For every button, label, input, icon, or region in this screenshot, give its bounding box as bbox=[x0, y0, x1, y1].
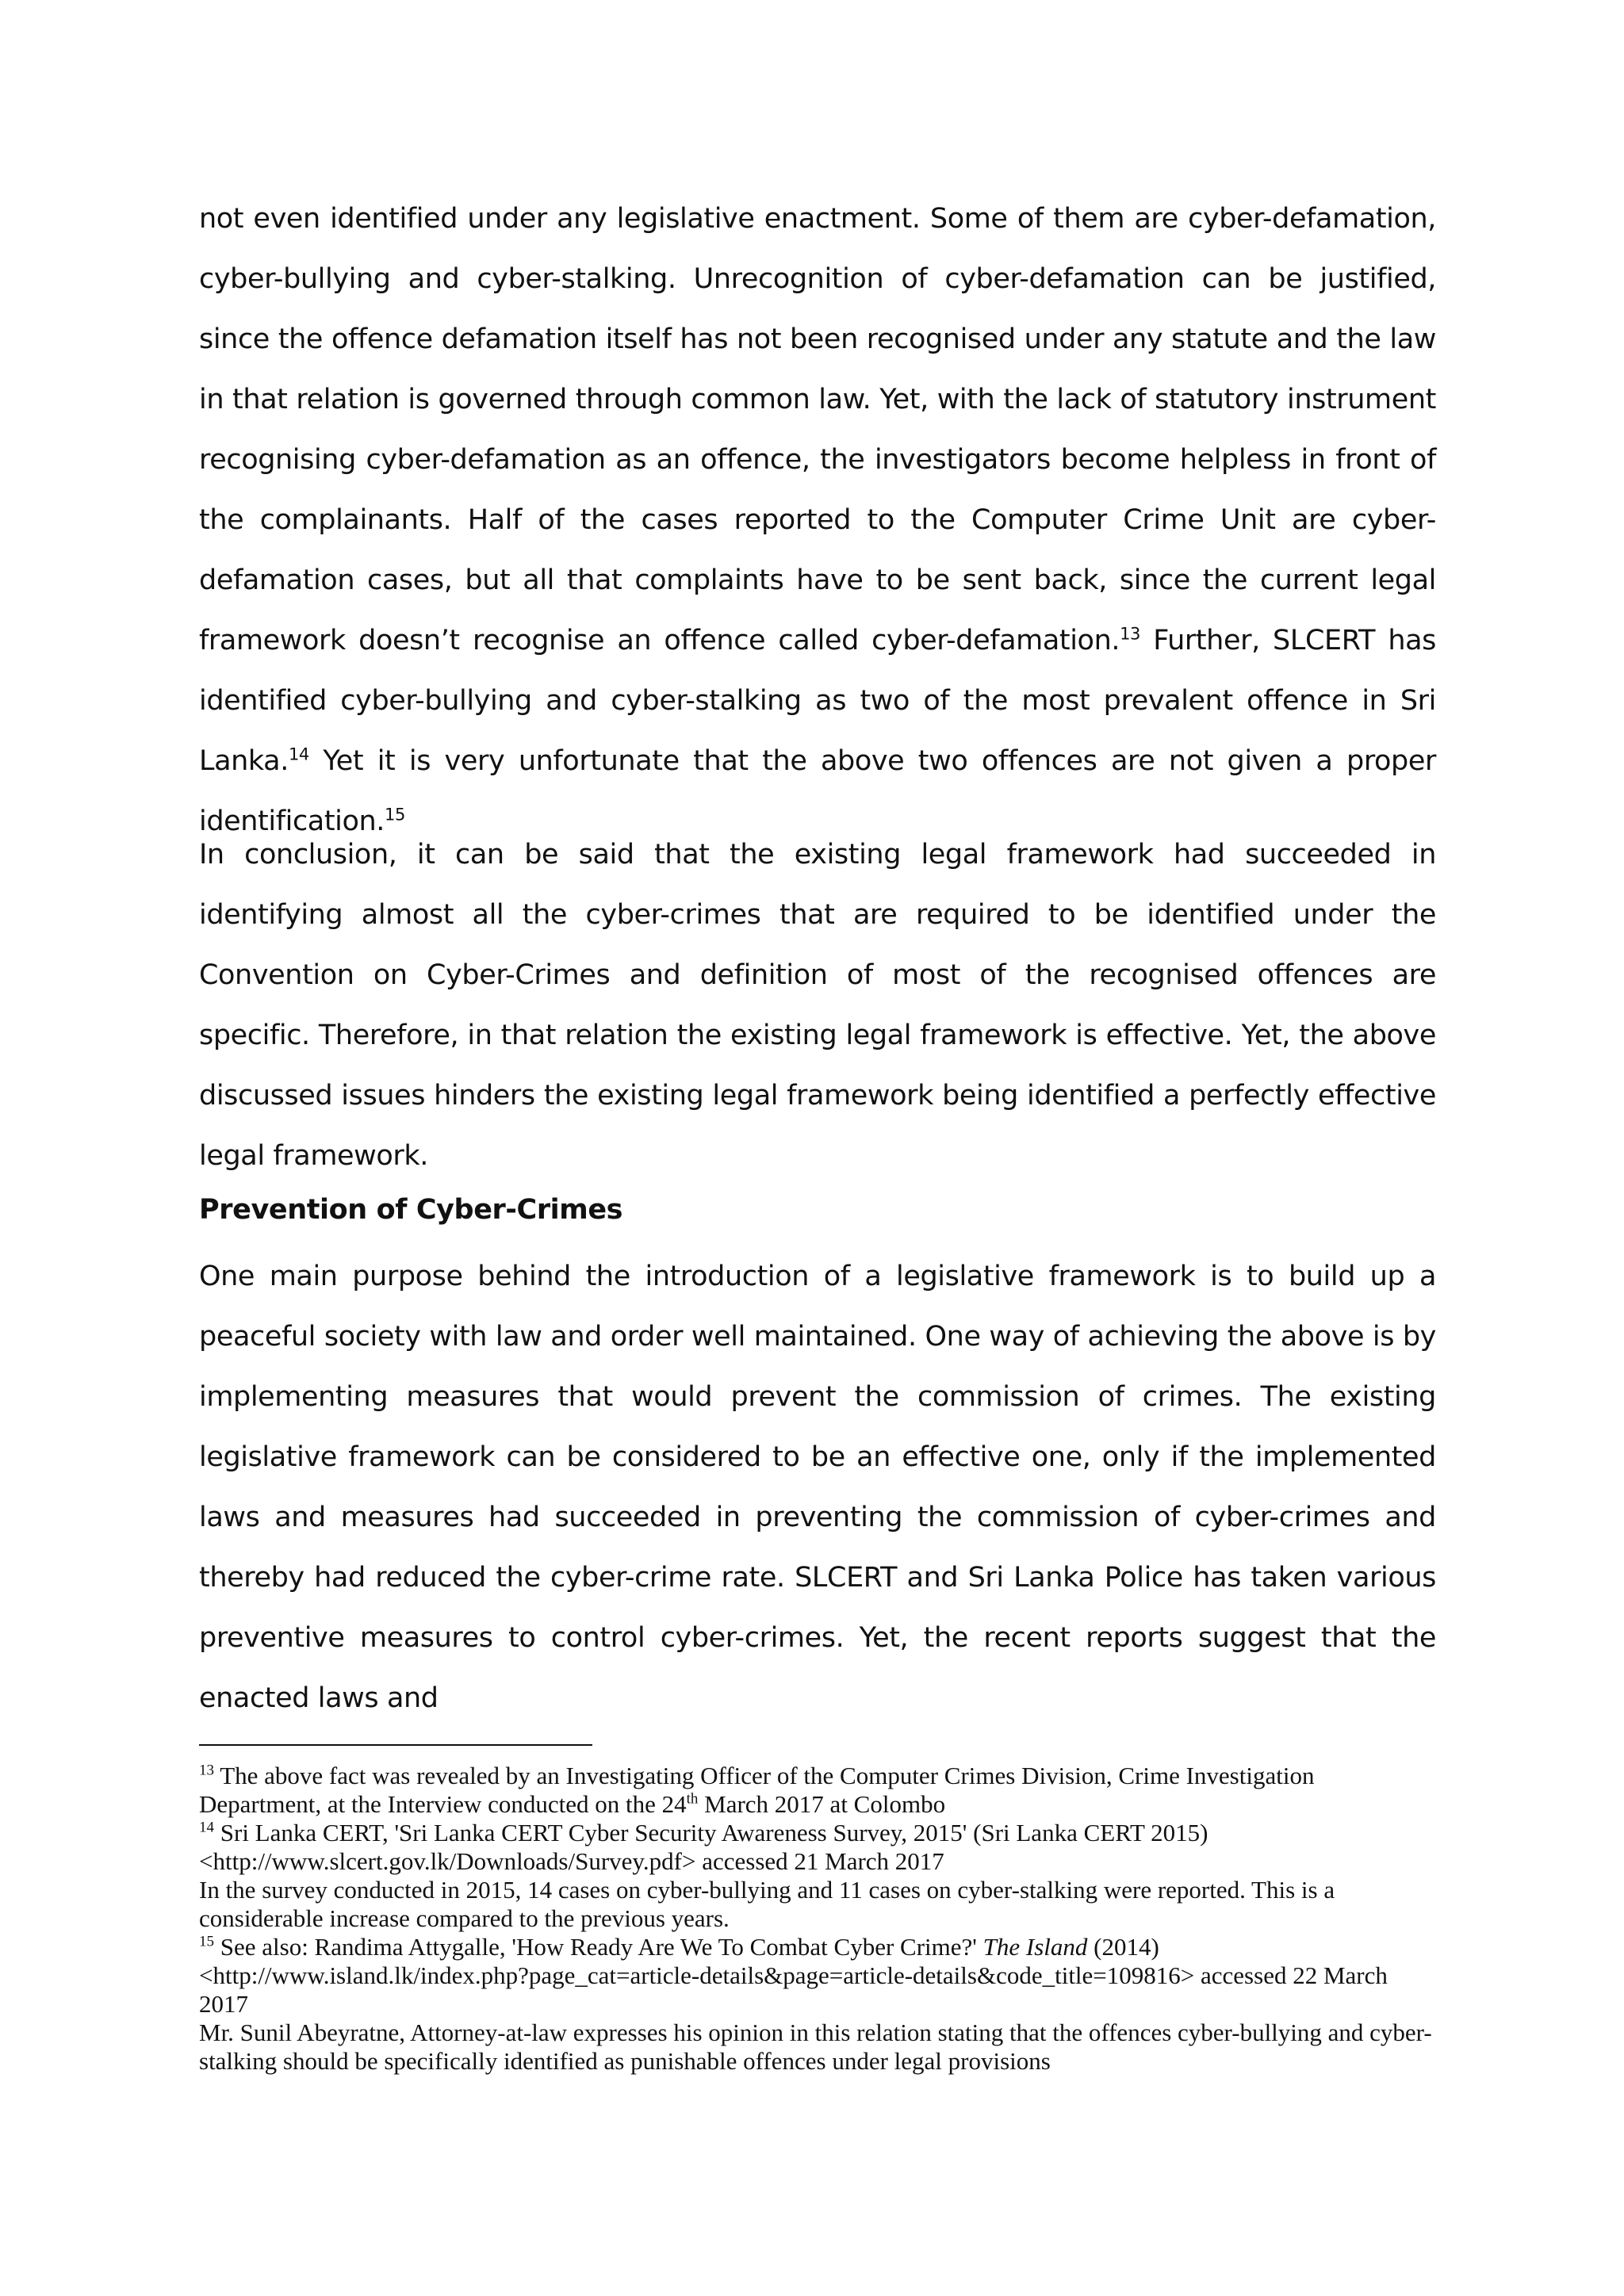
paragraph-cyber-defamation bbox=[199, 189, 1436, 851]
paragraph-1-part-a: not even identified under any legislative enactment. Some of them are cyber-defamation, cyber-bullying and cyber-stalking. Unrecognition of cyber-defamation can be justified, since the offence defamation itself has not been recognised under any statute and the law in that relation is governed through common law. Yet, with the lack of statutory instrument recognising cyber-defamation as an offence, the investigators become helpless in front of the complainants. Half of the cases reported to the Computer Crime Unit are cyber-defamation cases, but all that complaints have to be sent back, since the current legal framework doesn’t recognise an offence called cyber-defamation. bbox=[199, 203, 1436, 656]
footnote-14-citation: Sri Lanka CERT, 'Sri Lanka CERT Cyber Security Awareness Survey, 2015' (Sri Lanka CERT 2015) <http://www.slcert.gov.lk/Downloads/Survey.pdf> accessed 21 March 2017 bbox=[199, 1819, 1208, 1875]
paragraph-3-text: One main purpose behind the introduction of a legislative framework is to build up a peaceful society with law and order well maintained. One way of achieving the above is by implementing measures that would prevent the commission of crimes. The existing legislative framework can be considered to be an effective one, only if the implemented laws and measures had succeeded in preventing the commission of cyber-crimes and thereby had reduced the cyber-crime rate. SLCERT and Sri Lanka Police has taken various preventive measures to control cyber-crimes. Yet, the recent reports suggest that the enacted laws and bbox=[199, 1261, 1436, 1714]
footnote-ref-15: 15 bbox=[385, 805, 405, 825]
footnote-13-ordinal: th bbox=[686, 1790, 699, 1808]
footnote-14-note: In the survey conducted in 2015, 14 cases on cyber-bullying and 11 cases on cyber-stalking were reported. This is a considerable increase compared to the previous years. bbox=[199, 1876, 1335, 1932]
footnotes bbox=[199, 1762, 1436, 2076]
footnote-13-text-b: March 2017 at Colombo bbox=[698, 1790, 946, 1818]
paragraph-prevention bbox=[199, 1246, 1436, 1728]
footnote-ref-14: 14 bbox=[288, 744, 309, 764]
paragraph-conclusion bbox=[199, 825, 1436, 1186]
footnote-15-note: Mr. Sunil Abeyratne, Attorney-at-law expresses his opinion in this relation stating that the offences cyber-bullying and cyber-stalking should be specifically identified as punishable offences under legal provisions bbox=[199, 2019, 1432, 2075]
footnote-15-number: 15 bbox=[199, 1933, 214, 1950]
footnote-13-number: 13 bbox=[199, 1762, 214, 1779]
footnote-13 bbox=[199, 1762, 1436, 1819]
footnote-13-text-a: The above fact was revealed by an Investigating Officer of the Computer Crimes Division, Crime Investigation Department, at the Interview conducted on the 24 bbox=[199, 1762, 1315, 1818]
paragraph-1-part-c: Yet it is very unfortunate that the above two offences are not given a proper identification. bbox=[199, 745, 1436, 837]
footnote-separator bbox=[199, 1744, 592, 1746]
footnote-15-text-b: (2014) <http://www.island.lk/index.php?page_cat=article-details&page=article-details&code_title=109816> accessed 22 March 2017 bbox=[199, 1933, 1388, 2018]
footnote-15-publication: The Island bbox=[982, 1933, 1088, 1961]
section-heading: Prevention of Cyber-Crimes bbox=[199, 1194, 623, 1226]
footnote-15 bbox=[199, 1933, 1436, 2019]
footnote-15-text-a: See also: Randima Attygalle, 'How Ready Are We To Combat Cyber Crime?' bbox=[214, 1933, 983, 1961]
footnote-ref-13: 13 bbox=[1120, 624, 1141, 644]
paragraph-1-part-b: Further, SLCERT has identified cyber-bullying and cyber-stalking as two of the most prevalent offence in Sri Lanka. bbox=[199, 625, 1436, 777]
footnote-14-number: 14 bbox=[199, 1819, 214, 1836]
footnote-14 bbox=[199, 1819, 1436, 1876]
paragraph-1-text bbox=[199, 189, 1436, 851]
paragraph-2-text: In conclusion, it can be said that the existing legal framework had succeeded in identifying almost all the cyber-crimes that are required to be identified under the Convention on Cyber-Crimes and definition of most of the recognised offences are specific. Therefore, in that relation the existing legal framework is effective. Yet, the above discussed issues hinders the existing legal framework being identified a perfectly effective legal framework. bbox=[199, 839, 1436, 1172]
